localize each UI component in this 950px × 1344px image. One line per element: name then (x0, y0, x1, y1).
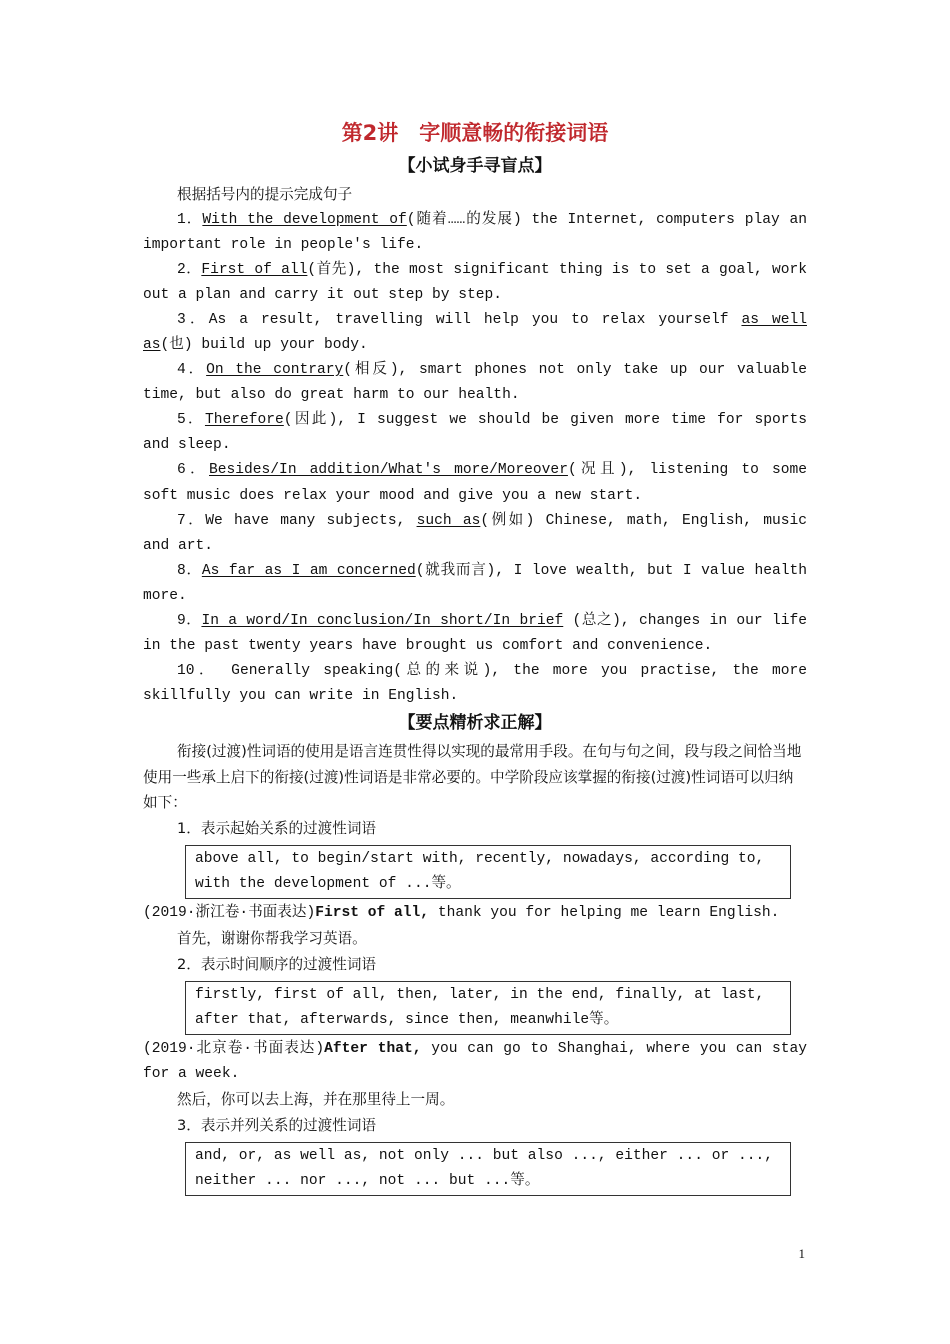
exercise-item: 1．With the development of(随着……的发展) the Internet, computers play an important role in people's life. (143, 211, 807, 253)
group-heading: 2．表示时间顺序的过渡性词语 (177, 955, 377, 973)
exercise-item: 9．In a word/In conclusion/In short/In brief (总之), changes in our life in the past twenty years have brought us comfort and convenience. (143, 613, 807, 655)
section-heading-key-points: 【要点精析求正解】 (398, 713, 552, 734)
group-heading: 3．表示并列关系的过渡性词语 (177, 1116, 377, 1134)
page-number: 1 (798, 1246, 805, 1261)
instruction: 根据括号内的提示完成句子 (177, 186, 353, 203)
example-sentence: (2019·浙江卷·书面表达)First of all, thank you for helping me learn English. (143, 905, 780, 922)
page-title: 第2讲 字顺意畅的衔接词语 (341, 121, 609, 145)
phrase-box: firstly, first of all, then, later, in the end, finally, at last, after that, afterwards, since then, meanwhile等。 (185, 981, 791, 1035)
document-page (143, 118, 807, 1198)
example-sentence: (2019·北京卷·书面表达)After that, you can go to Shanghai, where you can stay for a week. (143, 1041, 807, 1083)
exercise-item: 10． Generally speaking(总的来说), the more you practise, the more skillfully you can write in English. (143, 663, 807, 705)
intro-paragraph: 衔接(过渡)性词语的使用是语言连贯性得以实现的最常用手段。在句与句之间，段与段之间恰当地使用一些承上启下的衔接(过渡)性词语是非常必要的。中学阶段应该掌握的衔接(过渡)性词语可以归纳如下： (143, 743, 802, 812)
example-translation: 首先，谢谢你帮我学习英语。 (177, 930, 367, 948)
exercise-item: 3．As a result, travelling will help you to relax yourself as well as(也) build up your body. (143, 311, 807, 353)
exercise-item: 4．On the contrary(相反), smart phones not only take up our valuable time, but also do great harm to our health. (143, 362, 808, 404)
section-heading-practice: 【小试身手寻盲点】 (398, 156, 552, 176)
exercise-item: 7．We have many subjects, such as(例如) Chinese, math, English, music and art. (143, 512, 808, 554)
exercise-item: 8．As far as I am concerned(就我而言), I love wealth, but I value health more. (143, 562, 808, 604)
exercise-item: 2．First of all(首先), the most significant thing is to set a goal, work out a plan and carry it out step by step. (143, 261, 807, 303)
group-heading: 1．表示起始关系的过渡性词语 (177, 819, 377, 837)
exercise-item: 6．Besides/In addition/What's more/Moreover(况且), listening to some soft music does relax your mood and give you a new start. (143, 462, 807, 504)
example-translation: 然后，你可以去上海，并在那里待上一周。 (177, 1091, 455, 1109)
phrase-box: above all, to begin/start with, recently, nowadays, according to, with the development of ...等。 (185, 845, 791, 899)
phrase-box: and, or, as well as, not only ... but also ..., either ... or ..., neither ... nor ..., not ... but ...等。 (185, 1142, 791, 1196)
exercise-item: 5．Therefore(因此), I suggest we should be given more time for sports and sleep. (143, 412, 807, 454)
